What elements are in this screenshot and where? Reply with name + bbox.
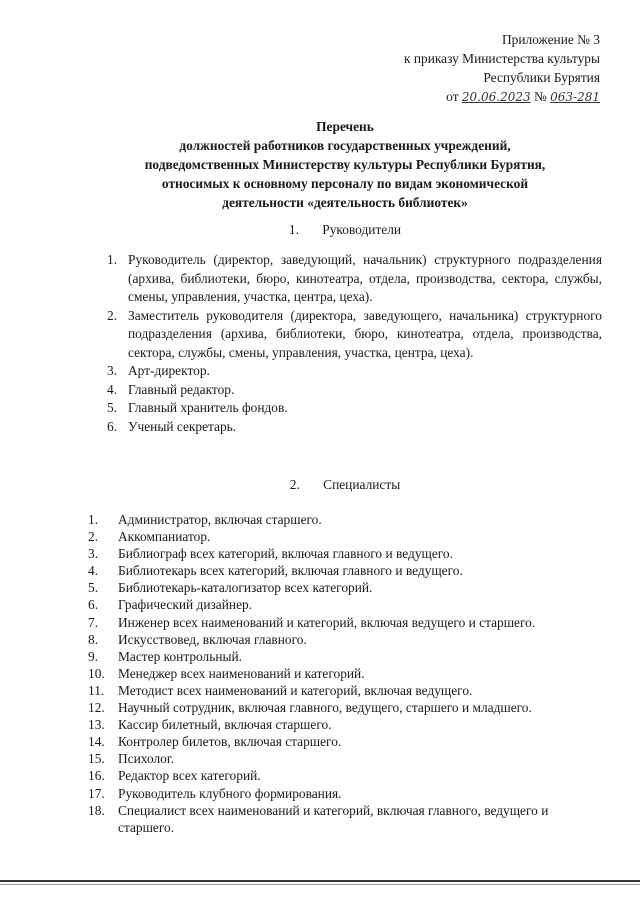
- section-2-heading: [0, 475, 640, 494]
- item-text: Аккомпаниатор.: [118, 529, 211, 545]
- list-item: [88, 579, 602, 596]
- item-number: 9.: [88, 648, 99, 664]
- section-1-number: 1.: [288, 222, 299, 237]
- item-text: Библиограф всех категорий, включая главного и ведущего.: [118, 546, 453, 562]
- item-number: 3.: [88, 546, 99, 562]
- section-2-number: 2.: [289, 477, 300, 492]
- section-2-list: [88, 511, 602, 836]
- item-number: 15.: [88, 751, 105, 767]
- republic-name: Республики Бурятия: [483, 70, 600, 85]
- item-text: Главный редактор.: [128, 381, 235, 397]
- item-number: 12.: [88, 700, 105, 716]
- item-number: 17.: [88, 785, 105, 801]
- bottom-divider: [0, 880, 640, 882]
- list-item: [88, 733, 602, 750]
- item-text: Искусствовед, включая главного.: [118, 631, 307, 647]
- item-text: Библиотекарь-каталогизатор всех категорий.: [118, 580, 373, 596]
- item-text: Мастер контрольный.: [118, 648, 243, 664]
- item-text: Менеджер всех наименований и категорий.: [118, 665, 365, 681]
- list-item: [88, 767, 602, 784]
- item-number: 1.: [107, 252, 118, 267]
- item-number: 8.: [88, 631, 99, 647]
- date-prefix: от: [446, 89, 459, 104]
- list-item: [88, 648, 602, 665]
- item-text: Администратор, включая старшего.: [118, 512, 322, 527]
- title-line-2: должностей работников государственных учреждений,: [179, 138, 511, 153]
- item-number: 6.: [88, 597, 99, 613]
- list-item: [88, 545, 602, 562]
- item-text: Психолог.: [118, 751, 175, 767]
- item-text: Методист всех наименований и категорий, включая ведущего.: [118, 682, 473, 698]
- list-item: [107, 399, 602, 418]
- title-line-3: подведомственных Министерству культуры Республики Бурятия,: [144, 157, 546, 172]
- order-reference: к приказу Министерства культуры: [403, 51, 600, 66]
- item-text: Руководитель (директор, заведующий, начальник) структурного подразделения (архива, библиотеки, бюро, кинотеатра, отдела, производства, сектора, службы, смены, управления, участка, центра, цеха).: [128, 252, 602, 304]
- item-text: Заместитель руководителя (директора, заведующего, начальника) структурного подразделения (архива, библиотеки, бюро, кинотеатра, отдела, производства, сектора, службы, смены, управления, участка, центра, цеха).: [128, 307, 602, 360]
- item-text: Контролер билетов, включая старшего.: [118, 734, 342, 750]
- item-text: Ученый секретарь.: [128, 418, 237, 434]
- item-text: Научный сотрудник, включая главного, ведущего, старшего и младшего.: [118, 700, 532, 716]
- item-number: 4.: [88, 563, 99, 579]
- appendix-number: Приложение № 3: [501, 32, 600, 47]
- list-item: [88, 631, 602, 648]
- item-number: 16.: [88, 768, 105, 784]
- item-number: 6.: [107, 418, 118, 434]
- bottom-divider-shadow: [0, 884, 640, 885]
- document-title: [60, 117, 630, 212]
- list-item: [88, 716, 602, 733]
- list-item: [88, 528, 602, 545]
- item-number: 5.: [107, 400, 118, 415]
- item-number: 10.: [88, 665, 105, 681]
- item-number: 2.: [88, 529, 99, 545]
- item-text: Специалист всех наименований и категорий, включая главного, ведущего и старшего.: [118, 802, 549, 835]
- title-line-5: деятельности «деятельность библиотек»: [222, 195, 468, 210]
- list-item: [88, 699, 602, 716]
- item-number: 5.: [88, 580, 99, 596]
- title-line-4: относимых к основному персоналу по видам экономической: [161, 176, 529, 191]
- list-item: [107, 381, 602, 400]
- item-text: Редактор всех категорий.: [118, 768, 261, 784]
- section-1-heading: [0, 220, 640, 239]
- section-1-title: Руководители: [322, 222, 402, 237]
- list-item: [88, 511, 602, 528]
- item-number: 4.: [107, 381, 118, 397]
- number-prefix: №: [533, 89, 547, 104]
- item-text: Инженер всех наименований и категорий, включая ведущего и старшего.: [118, 614, 536, 630]
- list-item: [107, 251, 602, 307]
- list-item: [88, 665, 602, 682]
- section-1-list: [107, 251, 602, 436]
- item-number: 3.: [107, 363, 118, 378]
- item-number: 2.: [107, 307, 118, 323]
- list-item: [107, 362, 602, 381]
- list-item: [88, 596, 602, 613]
- handwritten-number: 063-281: [550, 90, 600, 104]
- handwritten-date: 20.06.2023: [461, 90, 531, 104]
- order-date-number: [404, 87, 600, 107]
- list-item: [88, 802, 602, 836]
- item-number: 18.: [88, 802, 105, 818]
- item-text: Библиотекарь всех категорий, включая главного и ведущего.: [118, 563, 463, 579]
- item-text: Руководитель клубного формирования.: [118, 785, 342, 801]
- item-text: Главный хранитель фондов.: [128, 400, 288, 415]
- item-text: Кассир билетный, включая старшего.: [118, 717, 332, 733]
- title-line-1: Перечень: [316, 119, 374, 134]
- item-number: 13.: [88, 717, 105, 733]
- item-number: 14.: [88, 734, 105, 750]
- item-text: Арт-директор.: [128, 363, 210, 378]
- section-2-title: Специалисты: [323, 477, 401, 492]
- item-number: 11.: [88, 682, 105, 698]
- item-text: Графический дизайнер.: [118, 597, 253, 613]
- list-item: [107, 307, 602, 363]
- list-item: [88, 614, 602, 631]
- list-item: [107, 418, 602, 437]
- appendix-header: [404, 30, 600, 107]
- list-item: [88, 562, 602, 579]
- item-number: 7.: [88, 614, 99, 630]
- list-item: [88, 750, 602, 767]
- item-number: 1.: [88, 512, 99, 527]
- list-item: [88, 682, 602, 699]
- list-item: [88, 785, 602, 802]
